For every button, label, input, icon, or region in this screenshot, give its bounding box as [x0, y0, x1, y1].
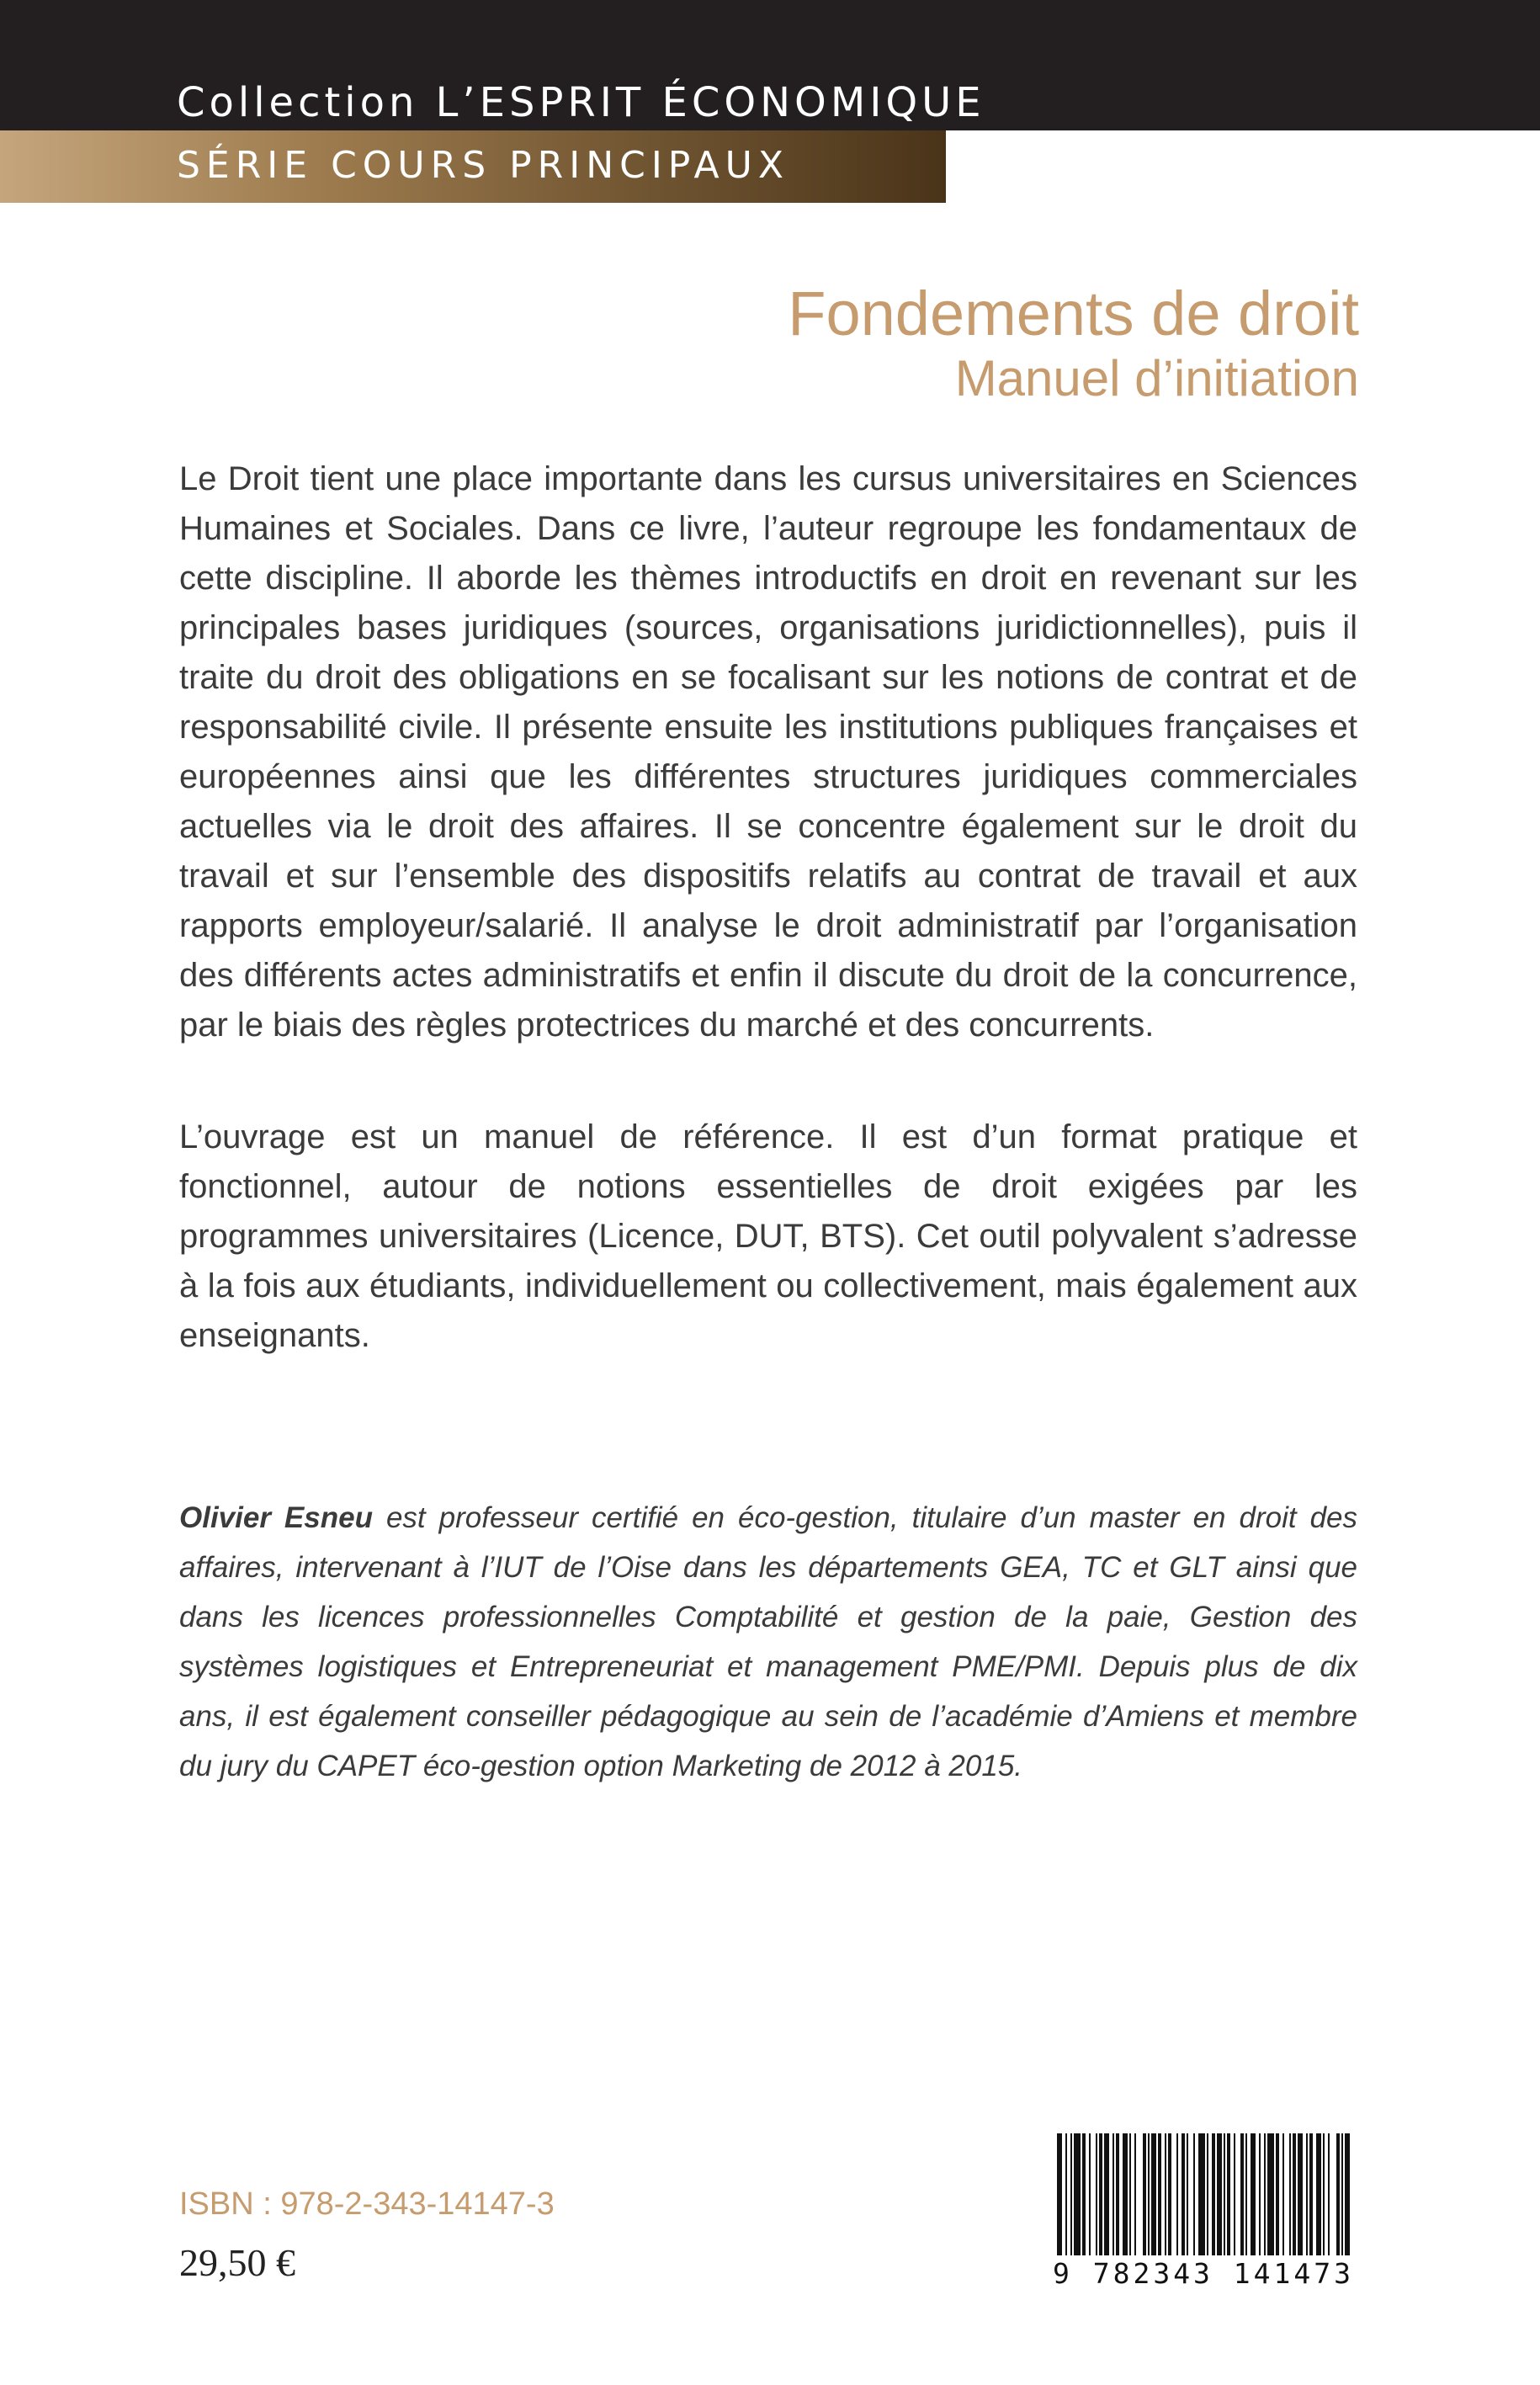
- barcode: [1047, 2127, 1360, 2301]
- summary-paragraph-2: L’ouvrage est un manuel de référence. Il est d’un format pratique et fonctionnel, autour de notions essentielles de droit exigées par les programmes universitaires (Licence, DUT, BTS). Cet outil polyvalent s’adresse à la fois aux étudiants, individuellement ou collectivement, mais également aux enseignants.: [179, 1118, 1357, 1354]
- price-label: 29,50 €: [179, 2241, 295, 2284]
- serie-band: [0, 130, 946, 203]
- book-title: Fondements de droit: [788, 279, 1359, 348]
- book-subtitle: Manuel d’initiation: [954, 350, 1359, 406]
- summary-paragraph-1: Le Droit tient une place importante dans les cursus universitaires en Sciences Humaines et Sociales. Dans ce livre, l’auteur regroupe les fondamentaux de cette discipline. Il aborde les thèmes introductifs en droit en revenant sur les principales bases juridiques (sources, organisations juridictionnelles), puis il traite du droit des obligations en se focalisant sur les notions de contrat et de responsabilité civile. Il présente ensuite les institutions publiques françaises et européennes ainsi que les différentes structures juridiques commerciales actuelles via le droit des affaires. Il se concentre également sur le droit du travail et sur l’ensemble des dispositifs relatifs au contrat de travail et aux rapports employeur/salarié. Il analyse le droit administratif par l’organisation des différents actes administratifs et enfin il discute du droit de la concurrence, par le biais des règles protectrices du marché et des concurrents.: [179, 460, 1357, 1044]
- serie-name: SÉRIE COURS PRINCIPAUX: [177, 144, 789, 187]
- collection-name: Collection L’ESPRIT ÉCONOMIQUE: [177, 79, 985, 126]
- author-name: Olivier Esneu: [179, 1501, 373, 1534]
- author-bio-text: est professeur certifié en éco-gestion, titulaire d’un master en droit des affaires, intervenant à l’IUT de l’Oise dans les départements GEA, TC et GLT ainsi que dans les licences professionnelles Comptabilité et gestion de la paie, Gestion des systèmes logistiques et Entrepreneuriat et management PME/PMI. Depuis plus de dix ans, il est également conseiller pédagogique au sein de l’académie d’Amiens et membre du jury du CAPET éco-gestion option Marketing de 2012 à 2015.: [179, 1501, 1357, 1782]
- isbn-label: ISBN : 978-2-343-14147-3: [179, 2186, 555, 2222]
- author-bio: [179, 1493, 1357, 1791]
- barcode-digits: 9 782343 141473: [1052, 2257, 1354, 2290]
- collection-band: [0, 0, 1540, 130]
- ean13-barcode-icon: [1047, 2127, 1360, 2270]
